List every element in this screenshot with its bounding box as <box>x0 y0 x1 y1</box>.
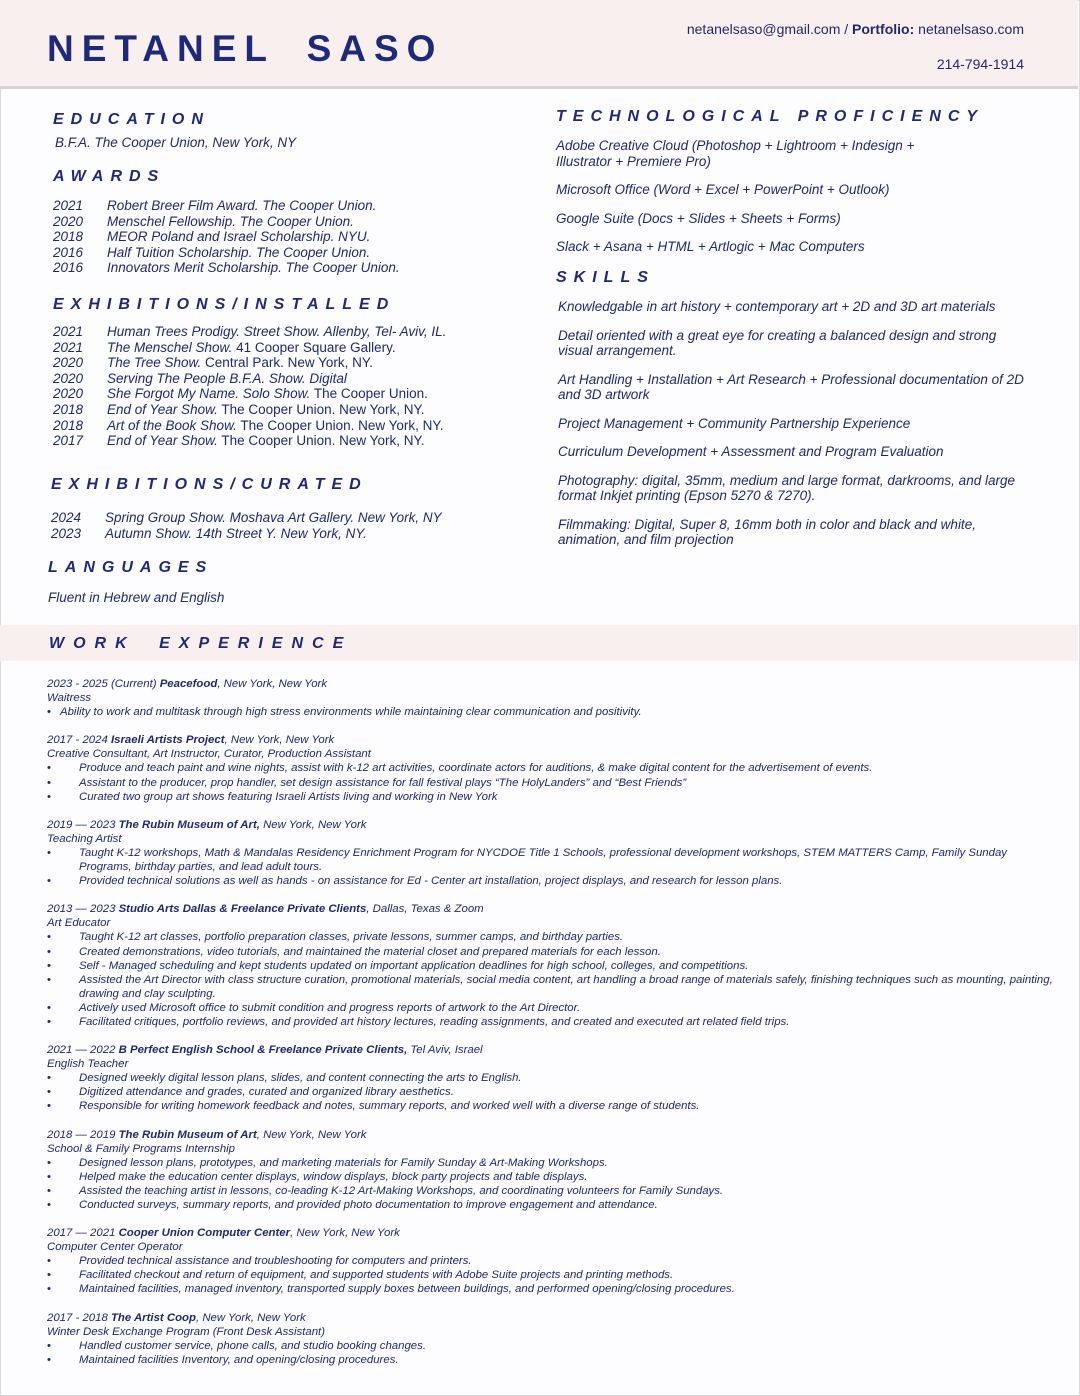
contact-separator: / <box>840 21 853 37</box>
bullet-icon: • <box>47 945 51 958</box>
bullet-icon: • <box>47 931 51 944</box>
job-entry <box>47 1226 1062 1296</box>
installed-show: Human Trees Prodigy. Street Show. Allenby, Tel- Aviv, IL. <box>107 324 447 339</box>
job-dates: 2017 — 2021 <box>47 1227 119 1240</box>
installed-year: 2020 <box>53 355 84 371</box>
bullet-icon: • <box>47 1086 51 1099</box>
job-bullet <box>47 1339 1062 1353</box>
skill-item: Art Handling + Installation + Art Research + Professional documentation of 2D and 3D artwork <box>558 371 1024 402</box>
job-bullet <box>47 846 1062 874</box>
installed-venue: 41 Cooper Square Gallery. <box>232 339 396 355</box>
bullet-text: Produce and teach paint and wine nights, assist with k-12 art activities, coordinate actors for auditions, & make digital content for the advertisement of events. <box>79 762 873 775</box>
installed-entry <box>107 371 523 387</box>
job-bullet <box>47 1085 1062 1099</box>
bullet-text: Assisted the teaching artist in lessons, co-leading K-12 Art-Making Workshops, and coordinating volunteers for Family Sundays. <box>79 1184 724 1197</box>
job-heading <box>47 1128 1062 1142</box>
job-location: , New York, New York <box>256 1128 367 1141</box>
bullet-text: Digitized attendance and grades, curated and organized library aesthetics. <box>79 1086 454 1099</box>
job-heading <box>47 902 1062 916</box>
job-bullet <box>47 1170 1062 1184</box>
installed-show: She Forgot My Name. Solo Show. <box>107 386 311 402</box>
job-bullet <box>47 1015 1062 1029</box>
installed-entry <box>107 340 523 356</box>
job-role: Creative Consultant, Art Instructor, Curator, Production Assistant <box>47 748 371 761</box>
bullet-text: Facilitated checkout and return of equipment, and supported students with Adobe Suite projects and printing methods. <box>79 1269 674 1282</box>
bullet-icon: • <box>47 706 51 719</box>
job-heading <box>47 1226 1062 1240</box>
job-entry <box>47 733 1062 803</box>
job-bullet <box>47 1268 1062 1282</box>
bullet-icon: • <box>47 1339 51 1352</box>
job-organization: The Rubin Museum of Art <box>118 1128 257 1141</box>
curated-row <box>51 526 521 542</box>
education-section <box>53 111 523 150</box>
bullet-icon: • <box>47 790 51 803</box>
job-organization: Israeli Artists Project <box>110 734 225 747</box>
award-text: MEOR Poland and Israel Scholarship. NYU. <box>107 229 371 245</box>
bullet-icon: • <box>47 1269 51 1282</box>
contact-info <box>687 20 1024 83</box>
job-bullet <box>47 1099 1062 1113</box>
skill-item: Project Management + Community Partnership Experience <box>558 415 911 431</box>
bullet-icon: • <box>47 1100 51 1113</box>
skill-item: Knowledgable in art history + contemporary art + 2D and 3D art materials <box>558 299 996 314</box>
email[interactable]: netanelsaso@gmail.com <box>686 21 841 37</box>
installed-venue: The Cooper Union. New York, NY. <box>236 417 444 433</box>
bullet-text: Taught K-12 workshops, Math & Mandalas Residency Enrichment Program for NYCDOE Title 1 Schools, professional development workshops, STEM MATTERS Camp, Family Sunday Programs, birthday parties, and lead adult tours. <box>79 846 1007 874</box>
curated-section <box>51 476 521 541</box>
award-row <box>53 229 523 245</box>
curated-text: Autumn Show. 14th Street Y. New York, NY. <box>105 525 367 541</box>
installed-venue: The Cooper Union. New York, NY. <box>217 401 425 417</box>
bullet-text: Helped make the education center displays, window displays, block party projects and table displays. <box>79 1170 588 1183</box>
phone[interactable]: 214-794-1914 <box>936 56 1024 72</box>
bullet-text: Designed lesson plans, prototypes, and marketing materials for Family Sunday & Art-Making Workshops. <box>79 1156 608 1169</box>
job-heading <box>47 1311 1062 1325</box>
skills-title: SKILLS <box>556 269 655 286</box>
job-entry <box>47 1311 1062 1367</box>
job-role: Art Educator <box>47 917 111 930</box>
bullet-icon: • <box>47 1015 51 1028</box>
skill-item: Photography: digital, 35mm, medium and large format, darkrooms, and large format Inkjet printing (Epson 5270 & 7270). <box>558 472 1015 503</box>
installed-year: 2018 <box>53 417 84 433</box>
installed-row <box>53 418 523 434</box>
installed-year: 2020 <box>53 370 84 386</box>
job-bullet <box>47 1001 1062 1015</box>
work-experience-band <box>0 625 1078 661</box>
bullet-icon: • <box>47 776 51 789</box>
skill-item: Curriculum Development + Assessment and Program Evaluation <box>558 444 944 459</box>
job-dates: 2023 - 2025 (Current) <box>47 678 160 690</box>
installed-year: 2018 <box>53 401 84 417</box>
award-text: Half Tuition Scholarship. The Cooper Union. <box>107 244 371 260</box>
job-location: , New York, New York <box>224 734 335 747</box>
tech-item: Adobe Creative Cloud (Photoshop + Lightroom + Indesign + Illustrator + Premiere Pro) <box>556 138 915 169</box>
job-entry <box>47 818 1062 888</box>
bullet-text: Assisted the Art Director with class structure curation, promotional materials, social media content, art handling a broad range of materials safely, finishing techniques such as mounting, painting, drawing and clay sculpting. <box>79 973 1053 1000</box>
job-heading <box>47 818 1062 832</box>
installed-row <box>53 433 523 449</box>
bullet-text: Responsible for writing homework feedback and notes, summary reports, and worked well with a diverse range of students. <box>79 1100 700 1113</box>
bullet-icon: • <box>47 875 51 888</box>
job-bullet <box>47 874 1062 888</box>
installed-show: The Menschel Show. <box>107 339 233 355</box>
bullet-text: Taught K-12 art classes, portfolio preparation classes, private lessons, summer camps, and birthday parties. <box>79 931 624 944</box>
installed-section <box>53 296 523 449</box>
installed-entry <box>107 402 523 418</box>
job-role: Winter Desk Exchange Program (Front Desk Assistant) <box>47 1325 326 1338</box>
award-year: 2016 <box>53 260 84 276</box>
installed-row <box>53 340 523 356</box>
job-dates: 2018 — 2019 <box>47 1128 119 1141</box>
bullet-icon: • <box>47 1199 51 1211</box>
bullet-icon: • <box>47 973 51 986</box>
installed-row <box>53 386 523 402</box>
bullet-text: Self - Managed scheduling and kept students updated on important application deadlines for high school, colleges, and competitions. <box>79 959 749 972</box>
bullet-icon: • <box>47 1001 51 1014</box>
curated-row <box>51 510 521 526</box>
award-text: Robert Breer Film Award. The Cooper Union. <box>107 198 377 213</box>
installed-show: End of Year Show. <box>107 433 218 449</box>
installed-show: Art of the Book Show. <box>107 417 237 433</box>
tech-section <box>556 108 1026 268</box>
job-heading <box>47 733 1062 747</box>
bullet-text: Assistant to the producer, prop handler, set design assistance for fall festival plays “The HolyLanders” and “Best Friends” <box>79 776 687 789</box>
work-title: WORK EXPERIENCE <box>49 635 353 652</box>
award-year: 2021 <box>53 198 84 213</box>
job-organization: The Artist Coop <box>110 1311 196 1324</box>
job-bullet <box>47 1353 1062 1367</box>
bullet-icon: • <box>47 959 51 972</box>
job-bullet <box>47 705 1062 719</box>
awards-title: AWARDS <box>53 168 166 185</box>
job-dates: 2019 — 2023 <box>47 818 119 831</box>
bullet-text: Ability to work and multitask through high stress environments while maintaining clear communication and positivity. <box>60 706 642 719</box>
bullet-text: Facilitated critiques, portfolio reviews, and provided art history lectures, reading assignments, and created and executed art related field trips. <box>79 1015 790 1028</box>
job-role: School & Family Programs Internship <box>47 1142 236 1155</box>
tech-title: TECHNOLOGICAL PROFICIENCY <box>556 108 985 125</box>
award-text: Menschel Fellowship. The Cooper Union. <box>107 213 354 229</box>
job-organization: The Rubin Museum of Art, <box>118 818 260 831</box>
curated-text: Spring Group Show. Moshava Art Gallery. New York, NY <box>105 510 442 525</box>
job-entry <box>47 1043 1062 1113</box>
award-text: Innovators Merit Scholarship. The Cooper Union. <box>107 260 400 276</box>
job-organization: Cooper Union Computer Center <box>118 1227 291 1240</box>
bullet-text: Actively used Microsoft office to submit condition and progress reports of artwork to the Art Director. <box>79 1001 581 1014</box>
installed-entry <box>107 386 523 402</box>
job-bullet <box>47 1156 1062 1170</box>
header-band <box>0 0 1078 89</box>
installed-year: 2020 <box>53 386 84 402</box>
education-title: EDUCATION <box>53 111 210 128</box>
curated-year: 2024 <box>51 510 82 525</box>
job-bullet <box>47 1254 1062 1268</box>
job-role: Waitress <box>47 692 92 705</box>
award-year: 2018 <box>53 229 84 245</box>
award-year: 2020 <box>53 213 84 229</box>
job-entry <box>47 902 1062 1029</box>
bullet-icon: • <box>47 1156 51 1169</box>
skills-list <box>558 299 1038 548</box>
job-dates: 2013 — 2023 <box>47 903 119 916</box>
job-location: , New York, New York <box>290 1227 400 1240</box>
curated-title: EXHIBITIONS/CURATED <box>51 476 368 493</box>
job-bullet <box>47 1198 1062 1212</box>
curated-list <box>51 510 521 541</box>
installed-show: End of Year Show. <box>107 401 218 417</box>
installed-venue: The Cooper Union. <box>310 386 428 402</box>
portfolio-link[interactable]: netanelsaso.com <box>914 21 1024 37</box>
bullet-icon: • <box>47 762 51 775</box>
job-location: , New York, New York <box>195 1311 306 1324</box>
job-heading <box>47 1043 1062 1057</box>
job-bullet <box>47 776 1062 790</box>
job-entry <box>47 677 1062 719</box>
job-dates: 2017 - 2024 <box>47 734 111 747</box>
job-location: , New York, New York <box>217 678 328 690</box>
skills-section <box>556 269 1036 561</box>
installed-show: The Tree Show. <box>107 355 202 371</box>
installed-year: 2017 <box>53 433 84 449</box>
languages-title: LANGUAGES <box>48 559 214 576</box>
job-bullet <box>47 790 1062 804</box>
job-dates: 2017 - 2018 <box>47 1311 111 1324</box>
bullet-text: Curated two group art shows featuring Israeli Artists living and working in New York <box>79 790 498 803</box>
bullet-text: Designed weekly digital lesson plans, slides, and content connecting the arts to English. <box>79 1072 522 1085</box>
installed-entry <box>107 324 523 340</box>
bullet-text: Maintained facilities, managed inventory, transported supply boxes between buildings, and performed opening/closing procedures. <box>79 1283 735 1296</box>
job-location: Tel Aviv, Israel <box>407 1044 483 1057</box>
installed-row <box>53 324 523 340</box>
awards-list <box>53 198 523 276</box>
tech-item: Slack + Asana + HTML + Artlogic + Mac Computers <box>556 239 865 254</box>
bullet-icon: • <box>47 1072 51 1085</box>
installed-year: 2021 <box>53 339 84 355</box>
installed-entry <box>107 418 523 434</box>
languages-section <box>48 559 518 605</box>
award-year: 2016 <box>53 244 84 260</box>
installed-entry <box>107 433 523 449</box>
job-dates: 2021 — 2022 <box>47 1044 119 1057</box>
jobs-list <box>47 677 1062 1381</box>
tech-item: Microsoft Office (Word + Excel + PowerPoint + Outlook) <box>556 182 890 197</box>
bullet-text: Provided technical solutions as well as hands - on assistance for Ed - Center art installation, project displays, and research for lesson plans. <box>79 875 783 888</box>
job-bullet <box>47 1071 1062 1085</box>
bullet-icon: • <box>47 1283 51 1296</box>
award-row <box>53 198 523 214</box>
bullet-text: Handled customer service, phone calls, and studio booking changes. <box>79 1339 426 1352</box>
bullet-text: Conducted surveys, summary reports, and provided photo documentation to improve engagement and attendance. <box>79 1199 658 1211</box>
bullet-icon: • <box>47 1170 51 1183</box>
installed-row <box>53 402 523 418</box>
bullet-text: Provided technical assistance and troubleshooting for computers and printers. <box>79 1255 472 1268</box>
job-location: New York, New York <box>259 818 367 831</box>
bullet-icon: • <box>47 846 51 859</box>
award-row <box>53 260 523 276</box>
job-bullet <box>47 945 1062 959</box>
job-organization: Studio Arts Dallas & Freelance Private Clients <box>118 903 367 916</box>
installed-list <box>53 324 523 449</box>
job-bullet <box>47 1184 1062 1198</box>
bullet-icon: • <box>47 1255 51 1268</box>
bullet-text: Maintained facilities Inventory, and opening/closing procedures. <box>79 1353 399 1366</box>
installed-year: 2021 <box>53 324 84 339</box>
job-role: Computer Center Operator <box>47 1241 183 1254</box>
job-role: English Teacher <box>47 1058 129 1071</box>
tech-list <box>556 138 936 255</box>
education-item: B.F.A. The Cooper Union, New York, NY <box>55 135 297 150</box>
job-location: , Dallas, Texas & Zoom <box>366 903 484 916</box>
job-bullet <box>47 930 1062 944</box>
languages-item: Fluent in Hebrew and English <box>48 590 225 605</box>
job-bullet <box>47 761 1062 775</box>
awards-section <box>53 168 523 276</box>
skill-item: Filmmaking: Digital, Super 8, 16mm both in color and black and white, animation, and film projection <box>558 516 976 547</box>
job-organization: Peacefood <box>159 678 218 690</box>
job-bullet <box>47 1282 1062 1296</box>
bullet-icon: • <box>47 1353 51 1366</box>
job-entry <box>47 1128 1062 1213</box>
bullet-text: Created demonstrations, video tutorials, and maintained the material closet and prepared materials for each lesson. <box>79 945 661 958</box>
installed-row <box>53 355 523 371</box>
job-organization: B Perfect English School & Freelance Private Clients, <box>118 1044 408 1057</box>
candidate-name: NETANEL SASO <box>47 28 444 69</box>
job-bullet <box>47 959 1062 973</box>
skill-item: Detail oriented with a great eye for creating a balanced design and strong visual arrangement. <box>558 327 997 358</box>
installed-row <box>53 371 523 387</box>
curated-year: 2023 <box>51 525 82 541</box>
award-row <box>53 245 523 261</box>
bullet-icon: • <box>47 1184 51 1197</box>
award-row <box>53 214 523 230</box>
installed-venue: Central Park. New York, NY. <box>201 355 373 371</box>
portfolio-label: Portfolio: <box>852 21 915 37</box>
job-bullet <box>47 973 1062 1001</box>
tech-item: Google Suite (Docs + Slides + Sheets + Forms) <box>556 210 841 226</box>
job-heading <box>47 677 1062 691</box>
job-role: Teaching Artist <box>47 832 122 845</box>
installed-show: Serving The People B.F.A. Show. Digital <box>107 370 347 386</box>
installed-title: EXHIBITIONS/INSTALLED <box>53 296 396 313</box>
installed-venue: The Cooper Union. New York, NY. <box>217 433 425 449</box>
installed-entry <box>107 355 523 371</box>
